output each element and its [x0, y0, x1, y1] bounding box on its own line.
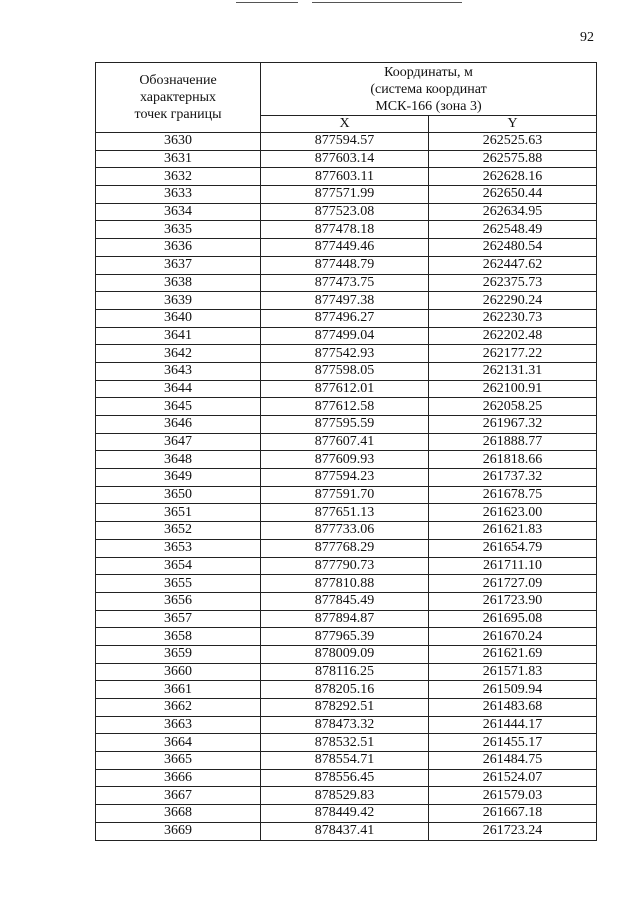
x-coordinate-cell: 877733.06: [261, 522, 429, 540]
y-coordinate-cell: 261524.07: [429, 769, 597, 787]
x-coordinate-cell: 877594.23: [261, 469, 429, 487]
table-row: [96, 504, 597, 522]
x-coordinate-cell: 877542.93: [261, 345, 429, 363]
x-coordinate-cell: 877595.59: [261, 416, 429, 434]
point-id-cell: 3639: [96, 292, 261, 310]
table-row: [96, 451, 597, 469]
x-coordinate-cell: 878556.45: [261, 769, 429, 787]
table-row: [96, 469, 597, 487]
table-row: [96, 256, 597, 274]
designation-header-line-1: Обозначение: [139, 73, 217, 88]
point-id-cell: 3650: [96, 486, 261, 504]
x-coordinate-cell: 878437.41: [261, 822, 429, 840]
x-coordinate-cell: 878529.83: [261, 787, 429, 805]
y-coordinate-cell: 262628.16: [429, 168, 597, 186]
y-coordinate-cell: 261711.10: [429, 557, 597, 575]
y-coordinate-cell: 261579.03: [429, 787, 597, 805]
point-id-cell: 3633: [96, 186, 261, 204]
point-id-cell: 3653: [96, 539, 261, 557]
x-coordinate-cell: 877571.99: [261, 186, 429, 204]
table-row: [96, 716, 597, 734]
y-coordinate-cell: 261483.68: [429, 699, 597, 717]
designation-header: [96, 63, 261, 133]
x-coordinate-cell: 877790.73: [261, 557, 429, 575]
table-row: [96, 752, 597, 770]
point-id-cell: 3638: [96, 274, 261, 292]
point-id-cell: 3632: [96, 168, 261, 186]
table-row: [96, 362, 597, 380]
table-header: [96, 63, 597, 133]
y-coordinate-cell: 262650.44: [429, 186, 597, 204]
boundary-coordinates-table: [95, 62, 597, 841]
x-coordinate-cell: 877845.49: [261, 592, 429, 610]
point-id-cell: 3649: [96, 469, 261, 487]
x-coordinate-cell: 878532.51: [261, 734, 429, 752]
table-row: [96, 239, 597, 257]
coordinates-header-line-1: Координаты, м: [384, 64, 473, 80]
table-row: [96, 628, 597, 646]
y-coordinate-cell: 262058.25: [429, 398, 597, 416]
x-coordinate-cell: 877651.13: [261, 504, 429, 522]
x-coordinate-cell: 878292.51: [261, 699, 429, 717]
x-coordinate-cell: 877603.14: [261, 150, 429, 168]
point-id-cell: 3640: [96, 309, 261, 327]
point-id-cell: 3668: [96, 805, 261, 823]
point-id-cell: 3665: [96, 752, 261, 770]
x-coordinate-cell: 877603.11: [261, 168, 429, 186]
point-id-cell: 3659: [96, 645, 261, 663]
table-row: [96, 539, 597, 557]
point-id-cell: 3641: [96, 327, 261, 345]
table-body: [96, 133, 597, 841]
x-coordinate-cell: 877810.88: [261, 575, 429, 593]
point-id-cell: 3663: [96, 716, 261, 734]
point-id-cell: 3642: [96, 345, 261, 363]
y-coordinate-cell: 262230.73: [429, 309, 597, 327]
table-row: [96, 557, 597, 575]
point-id-cell: 3660: [96, 663, 261, 681]
x-coordinate-cell: 878449.42: [261, 805, 429, 823]
x-coordinate-cell: 877473.75: [261, 274, 429, 292]
point-id-cell: 3646: [96, 416, 261, 434]
point-id-cell: 3651: [96, 504, 261, 522]
point-id-cell: 3636: [96, 239, 261, 257]
y-coordinate-cell: 261444.17: [429, 716, 597, 734]
y-coordinate-cell: 261654.79: [429, 539, 597, 557]
point-id-cell: 3645: [96, 398, 261, 416]
y-coordinate-cell: 261484.75: [429, 752, 597, 770]
y-coordinate-cell: 261571.83: [429, 663, 597, 681]
point-id-cell: 3647: [96, 433, 261, 451]
table-row: [96, 787, 597, 805]
table-row: [96, 203, 597, 221]
table-row: [96, 133, 597, 151]
table-row: [96, 186, 597, 204]
table-row: [96, 522, 597, 540]
point-id-cell: 3656: [96, 592, 261, 610]
y-coordinate-cell: 261737.32: [429, 469, 597, 487]
x-coordinate-cell: 877523.08: [261, 203, 429, 221]
x-coordinate-cell: 877591.70: [261, 486, 429, 504]
point-id-cell: 3652: [96, 522, 261, 540]
point-id-cell: 3631: [96, 150, 261, 168]
y-column-header: Y: [429, 116, 597, 133]
y-coordinate-cell: 262480.54: [429, 239, 597, 257]
table-row: [96, 769, 597, 787]
point-id-cell: 3637: [96, 256, 261, 274]
coordinates-header: [261, 63, 597, 116]
x-coordinate-cell: 878205.16: [261, 681, 429, 699]
page-number: 92: [580, 30, 594, 45]
table-row: [96, 398, 597, 416]
x-coordinate-cell: 877448.79: [261, 256, 429, 274]
x-coordinate-cell: 877609.93: [261, 451, 429, 469]
x-coordinate-cell: 877478.18: [261, 221, 429, 239]
x-coordinate-cell: 878116.25: [261, 663, 429, 681]
table-row: [96, 274, 597, 292]
x-coordinate-cell: 877497.38: [261, 292, 429, 310]
x-coordinate-cell: 877965.39: [261, 628, 429, 646]
y-coordinate-cell: 261678.75: [429, 486, 597, 504]
top-rule-right: [312, 2, 462, 3]
y-coordinate-cell: 261621.83: [429, 522, 597, 540]
designation-header-line-2: характерных: [139, 90, 217, 105]
point-id-cell: 3654: [96, 557, 261, 575]
y-coordinate-cell: 262447.62: [429, 256, 597, 274]
x-coordinate-cell: 877598.05: [261, 362, 429, 380]
x-coordinate-cell: 878554.71: [261, 752, 429, 770]
x-coordinate-cell: 877449.46: [261, 239, 429, 257]
table-row: [96, 345, 597, 363]
table-row: [96, 327, 597, 345]
x-coordinate-cell: 877768.29: [261, 539, 429, 557]
table-row: [96, 645, 597, 663]
point-id-cell: 3644: [96, 380, 261, 398]
coordinates-header-line-2: (система координат: [370, 81, 487, 97]
table-row: [96, 699, 597, 717]
y-coordinate-cell: 261723.90: [429, 592, 597, 610]
point-id-cell: 3667: [96, 787, 261, 805]
y-coordinate-cell: 261727.09: [429, 575, 597, 593]
table-row: [96, 150, 597, 168]
x-coordinate-cell: 878473.32: [261, 716, 429, 734]
y-coordinate-cell: 261723.24: [429, 822, 597, 840]
point-id-cell: 3657: [96, 610, 261, 628]
table-row: [96, 575, 597, 593]
point-id-cell: 3630: [96, 133, 261, 151]
y-coordinate-cell: 261888.77: [429, 433, 597, 451]
y-coordinate-cell: 262177.22: [429, 345, 597, 363]
y-coordinate-cell: 261670.24: [429, 628, 597, 646]
point-id-cell: 3655: [96, 575, 261, 593]
x-coordinate-cell: 877496.27: [261, 309, 429, 327]
y-coordinate-cell: 261623.00: [429, 504, 597, 522]
table-row: [96, 292, 597, 310]
x-coordinate-cell: 877612.01: [261, 380, 429, 398]
top-rule-left: [236, 2, 298, 3]
header-row-top: [96, 63, 597, 116]
coordinates-header-line-3: МСК-166 (зона 3): [375, 98, 482, 114]
y-coordinate-cell: 261695.08: [429, 610, 597, 628]
y-coordinate-cell: 261967.32: [429, 416, 597, 434]
point-id-cell: 3658: [96, 628, 261, 646]
y-coordinate-cell: 262548.49: [429, 221, 597, 239]
point-id-cell: 3634: [96, 203, 261, 221]
x-coordinate-cell: 877612.58: [261, 398, 429, 416]
table-row: [96, 309, 597, 327]
y-coordinate-cell: 262525.63: [429, 133, 597, 151]
point-id-cell: 3664: [96, 734, 261, 752]
table-row: [96, 734, 597, 752]
y-coordinate-cell: 262575.88: [429, 150, 597, 168]
point-id-cell: 3669: [96, 822, 261, 840]
table-row: [96, 663, 597, 681]
point-id-cell: 3643: [96, 362, 261, 380]
table-row: [96, 168, 597, 186]
table-row: [96, 221, 597, 239]
x-coordinate-cell: 878009.09: [261, 645, 429, 663]
y-coordinate-cell: 262202.48: [429, 327, 597, 345]
point-id-cell: 3666: [96, 769, 261, 787]
table-row: [96, 380, 597, 398]
point-id-cell: 3648: [96, 451, 261, 469]
y-coordinate-cell: 262375.73: [429, 274, 597, 292]
table-row: [96, 486, 597, 504]
table-row: [96, 592, 597, 610]
y-coordinate-cell: 262290.24: [429, 292, 597, 310]
point-id-cell: 3662: [96, 699, 261, 717]
y-coordinate-cell: 261455.17: [429, 734, 597, 752]
y-coordinate-cell: 261667.18: [429, 805, 597, 823]
designation-header-line-3: точек границы: [134, 107, 222, 122]
y-coordinate-cell: 262100.91: [429, 380, 597, 398]
y-coordinate-cell: 262131.31: [429, 362, 597, 380]
x-column-header: X: [261, 116, 429, 133]
table-row: [96, 822, 597, 840]
y-coordinate-cell: 262634.95: [429, 203, 597, 221]
table-row: [96, 681, 597, 699]
y-coordinate-cell: 261621.69: [429, 645, 597, 663]
x-coordinate-cell: 877594.57: [261, 133, 429, 151]
point-id-cell: 3635: [96, 221, 261, 239]
x-coordinate-cell: 877894.87: [261, 610, 429, 628]
table-row: [96, 805, 597, 823]
table-row: [96, 416, 597, 434]
y-coordinate-cell: 261818.66: [429, 451, 597, 469]
x-coordinate-cell: 877499.04: [261, 327, 429, 345]
table-row: [96, 433, 597, 451]
x-coordinate-cell: 877607.41: [261, 433, 429, 451]
point-id-cell: 3661: [96, 681, 261, 699]
table-row: [96, 610, 597, 628]
y-coordinate-cell: 261509.94: [429, 681, 597, 699]
